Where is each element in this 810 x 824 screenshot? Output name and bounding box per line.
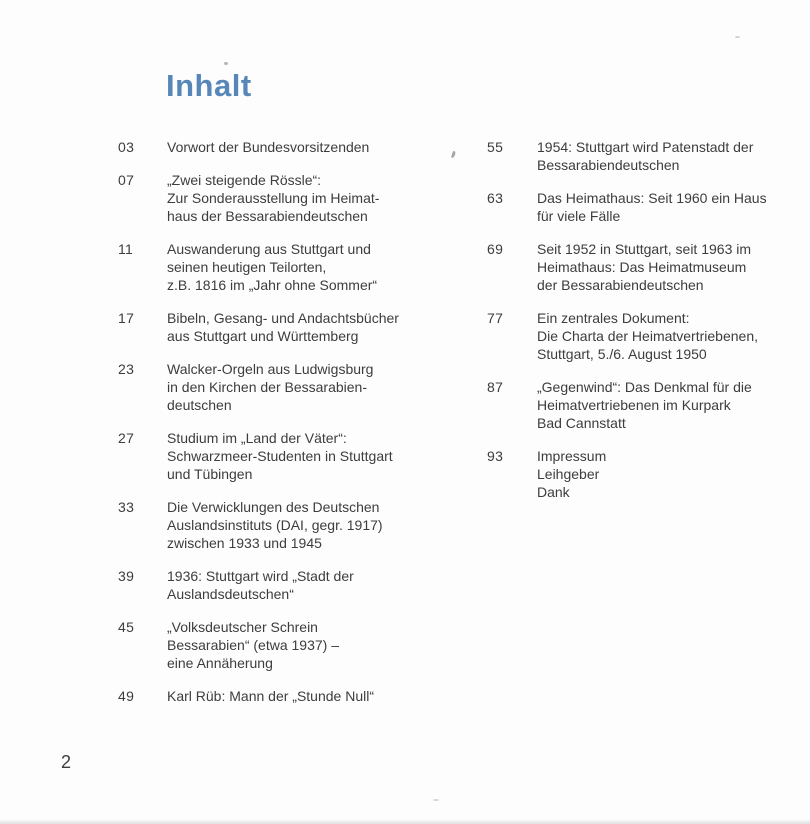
toc-entry-line: seinen heutigen Teilorten, <box>167 259 327 275</box>
toc-entry <box>118 360 470 414</box>
toc-entry-page-number: 33 <box>118 499 135 515</box>
toc-entry-line: Ein zentrales Dokument: <box>537 310 690 326</box>
toc-entry-line: Dank <box>537 484 570 500</box>
toc-entry-line: Heimathaus: Das Heimatmuseum <box>537 259 747 275</box>
toc-entry-line: Stuttgart, 5./6. August 1950 <box>537 346 707 362</box>
page-number: 2 <box>61 752 72 772</box>
toc-entry-title <box>537 447 797 501</box>
toc-entry-title <box>167 138 470 156</box>
toc-entry-line: aus Stuttgart und Württemberg <box>167 328 359 344</box>
toc-entry-line: zwischen 1933 und 1945 <box>167 535 322 551</box>
toc-entry-line: Schwarzmeer-Studenten in Stuttgart <box>167 448 393 464</box>
toc-entry-page-number: 27 <box>118 430 135 446</box>
toc-entry-page-number: 45 <box>118 619 135 635</box>
toc-entry-title <box>167 687 470 705</box>
toc-entry-line: eine Annäherung <box>167 655 273 671</box>
toc-entry-line: z.B. 1816 im „Jahr ohne Sommer“ <box>167 277 378 293</box>
toc-entry-line: Leihgeber <box>537 466 600 482</box>
toc-entry-line: Das Heimathaus: Seit 1960 ein Haus <box>537 190 767 206</box>
toc-entry-page-number: 03 <box>118 139 135 155</box>
toc-entry-line: Bessarabien“ (etwa 1937) – <box>167 637 339 653</box>
toc-entry-title <box>537 240 797 294</box>
toc-entry <box>118 309 470 345</box>
toc-entry-line: Karl Rüb: Mann der „Stunde Null“ <box>167 688 374 704</box>
toc-entry-line: Studium im „Land der Väter“: <box>167 430 347 446</box>
toc-entry-page-number: 55 <box>487 139 504 155</box>
toc-entry <box>118 687 470 705</box>
toc-entry-line: Die Charta der Heimatvertriebenen, <box>537 328 758 344</box>
toc-entry-line: Auslandsinstituts (DAI, gegr. 1917) <box>167 517 383 533</box>
scan-speck <box>735 36 740 38</box>
toc-entry-line: Bessarabiendeutschen <box>537 157 680 173</box>
toc-entry-page-number: 63 <box>487 190 504 206</box>
toc-entry-line: Vorwort der Bundesvorsitzenden <box>167 139 370 155</box>
toc-entry-page-number: 69 <box>487 241 504 257</box>
toc-entry-line: und Tübingen <box>167 466 253 482</box>
toc-right-column <box>487 138 797 516</box>
toc-entry-line: Impressum <box>537 448 607 464</box>
toc-entry-line: „Zwei steigende Rössle“: <box>167 172 322 188</box>
toc-entry-title <box>167 171 470 225</box>
toc-entry-page-number: 23 <box>118 361 135 377</box>
toc-entry <box>118 618 470 672</box>
toc-entry-page-number: 39 <box>118 568 135 584</box>
toc-entry <box>118 171 470 225</box>
toc-entry-line: Auswanderung aus Stuttgart und <box>167 241 371 257</box>
toc-entry <box>118 240 470 294</box>
toc-entry-title <box>167 618 470 672</box>
toc-entry-line: Auslandsdeutschen“ <box>167 586 294 602</box>
toc-entry-line: 1936: Stuttgart wird „Stadt der <box>167 568 354 584</box>
toc-entry-title <box>167 240 470 294</box>
toc-entry-title <box>167 498 470 552</box>
toc-entry-page-number: 87 <box>487 379 504 395</box>
toc-entry <box>487 138 797 174</box>
toc-left-column <box>118 138 470 720</box>
toc-entry-title <box>537 189 797 225</box>
toc-entry-line: Walcker-Orgeln aus Ludwigsburg <box>167 361 374 377</box>
scan-speck <box>433 799 439 801</box>
toc-entry-line: haus der Bessarabiendeutschen <box>167 208 368 224</box>
toc-entry-line: 1954: Stuttgart wird Patenstadt der <box>537 139 754 155</box>
page-title: Inhalt <box>166 68 252 103</box>
toc-entry-page-number: 17 <box>118 310 135 326</box>
toc-entry-title <box>537 309 797 363</box>
toc-entry-line: Zur Sonderausstellung im Heimat- <box>167 190 380 206</box>
toc-entry-title <box>167 429 470 483</box>
toc-entry <box>487 240 797 294</box>
toc-entry-line: Seit 1952 in Stuttgart, seit 1963 im <box>537 241 752 257</box>
toc-entry-line: für viele Fälle <box>537 208 621 224</box>
toc-entry-title <box>167 567 470 603</box>
toc-entry-line: „Gegenwind“: Das Denkmal für die <box>537 379 752 395</box>
toc-entry-line: Die Verwicklungen des Deutschen <box>167 499 380 515</box>
toc-entry-line: Heimatvertriebenen im Kurpark <box>537 397 731 413</box>
toc-entry <box>118 138 470 156</box>
toc-entry <box>487 189 797 225</box>
toc-entry <box>118 498 470 552</box>
toc-entry-title <box>537 138 797 174</box>
toc-entry-line: in den Kirchen der Bessarabien- <box>167 379 368 395</box>
toc-entry-page-number: 11 <box>118 241 134 257</box>
toc-entry-title <box>167 360 470 414</box>
toc-entry-line: der Bessarabiendeutschen <box>537 277 704 293</box>
scan-speck <box>224 62 228 65</box>
toc-entry-page-number: 77 <box>487 310 504 326</box>
toc-entry <box>487 309 797 363</box>
toc-entry-title <box>537 378 797 432</box>
toc-entry <box>118 429 470 483</box>
toc-entry <box>118 567 470 603</box>
toc-entry-page-number: 93 <box>487 448 504 464</box>
toc-entry-page-number: 07 <box>118 172 135 188</box>
toc-entry-line: deutschen <box>167 397 232 413</box>
toc-entry-line: Bad Cannstatt <box>537 415 626 431</box>
toc-entry <box>487 447 797 501</box>
toc-entry-line: „Volksdeutscher Schrein <box>167 619 318 635</box>
toc-entry-page-number: 49 <box>118 688 135 704</box>
toc-entry <box>487 378 797 432</box>
toc-entry-title <box>167 309 470 345</box>
toc-entry-line: Bibeln, Gesang- und Andachtsbücher <box>167 310 399 326</box>
